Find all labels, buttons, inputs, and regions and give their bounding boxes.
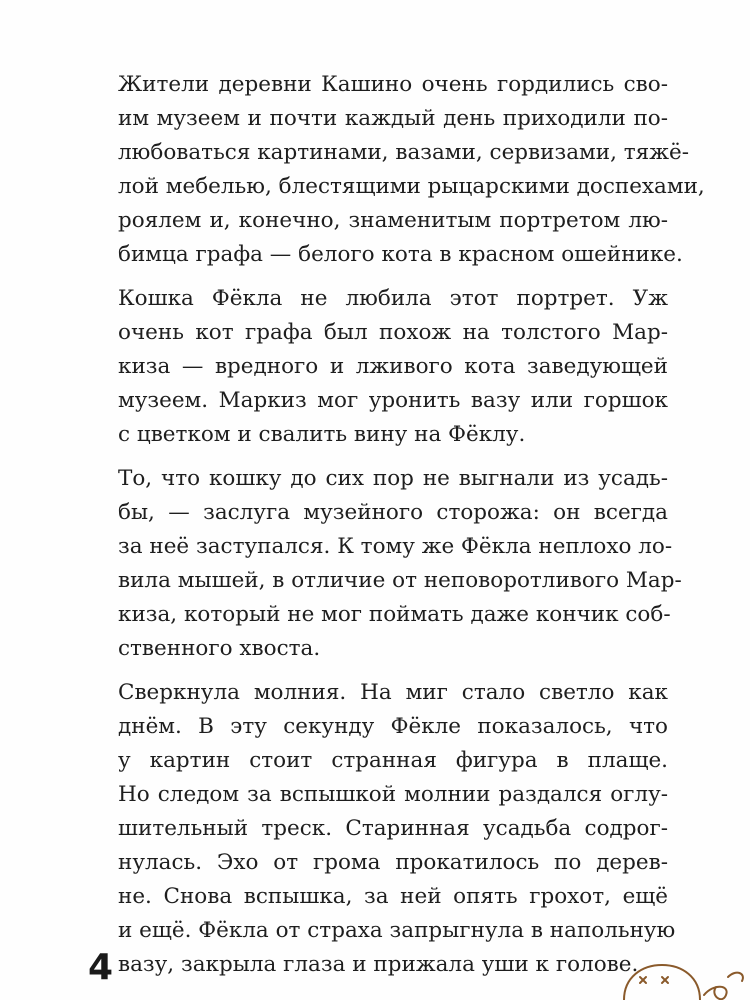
text-line: шительный треск. Старинная усадьба содрог- xyxy=(118,816,668,841)
paragraph-2 xyxy=(118,282,668,452)
text-line: ственного хвоста. xyxy=(118,636,321,661)
paragraph-1 xyxy=(118,68,705,272)
text-line: очень кот графа был похож на толстого Мар- xyxy=(118,320,668,345)
text-line: Сверкнула молния. На миг стало светло как xyxy=(118,680,668,705)
text-line: им музеем и почти каждый день приходили по- xyxy=(118,106,668,131)
text-line: вазу, закрыла глаза и прижала уши к голове. xyxy=(118,952,639,977)
text-line: и ещё. Фёкла от страха запрыгнула в напольную xyxy=(118,918,676,943)
text-line: нулась. Эхо от грома прокатилось по дерев- xyxy=(118,850,668,875)
text-line: Но следом за вспышкой молнии раздался оглу- xyxy=(118,782,668,807)
paragraph-3 xyxy=(118,462,682,666)
text-line: киза — вредного и лживого кота заведующей xyxy=(118,354,668,379)
text-line: у картин стоит странная фигура в плаще. xyxy=(118,748,668,773)
text-line: любоваться картинами, вазами, сервизами, тяжё- xyxy=(118,140,689,165)
text-line: роялем и, конечно, знаменитым портретом лю- xyxy=(118,208,668,233)
text-line: бы, — заслуга музейного сторожа: он всегда xyxy=(118,500,668,525)
cat-face-doodle-icon xyxy=(618,955,750,1000)
text-line: не. Снова вспышка, за ней опять грохот, ещё xyxy=(118,884,668,909)
text-line: Жители деревни Кашино очень гордились сво- xyxy=(118,72,668,97)
text-line: киза, который не мог поймать даже кончик соб- xyxy=(118,602,671,627)
text-line: вила мышей, в отличие от неповоротливого Мар- xyxy=(118,568,682,593)
story-text xyxy=(118,68,705,992)
text-line: музеем. Маркиз мог уронить вазу или горшок xyxy=(118,388,668,413)
text-line: бимца графа — белого кота в красном ошейнике. xyxy=(118,242,683,267)
text-line: за неё заступался. К тому же Фёкла неплохо ло- xyxy=(118,534,673,559)
text-line: лой мебелью, блестящими рыцарскими доспехами, xyxy=(118,174,705,199)
paragraph-4 xyxy=(118,676,676,982)
text-line: То, что кошку до сих пор не выгнали из усадь- xyxy=(118,466,668,491)
text-line: Кошка Фёкла не любила этот портрет. Уж xyxy=(118,286,668,311)
text-line: с цветком и свалить вину на Фёклу. xyxy=(118,422,526,447)
text-line: днём. В эту секунду Фёкле показалось, что xyxy=(118,714,668,739)
page-number: 4 xyxy=(88,947,114,988)
